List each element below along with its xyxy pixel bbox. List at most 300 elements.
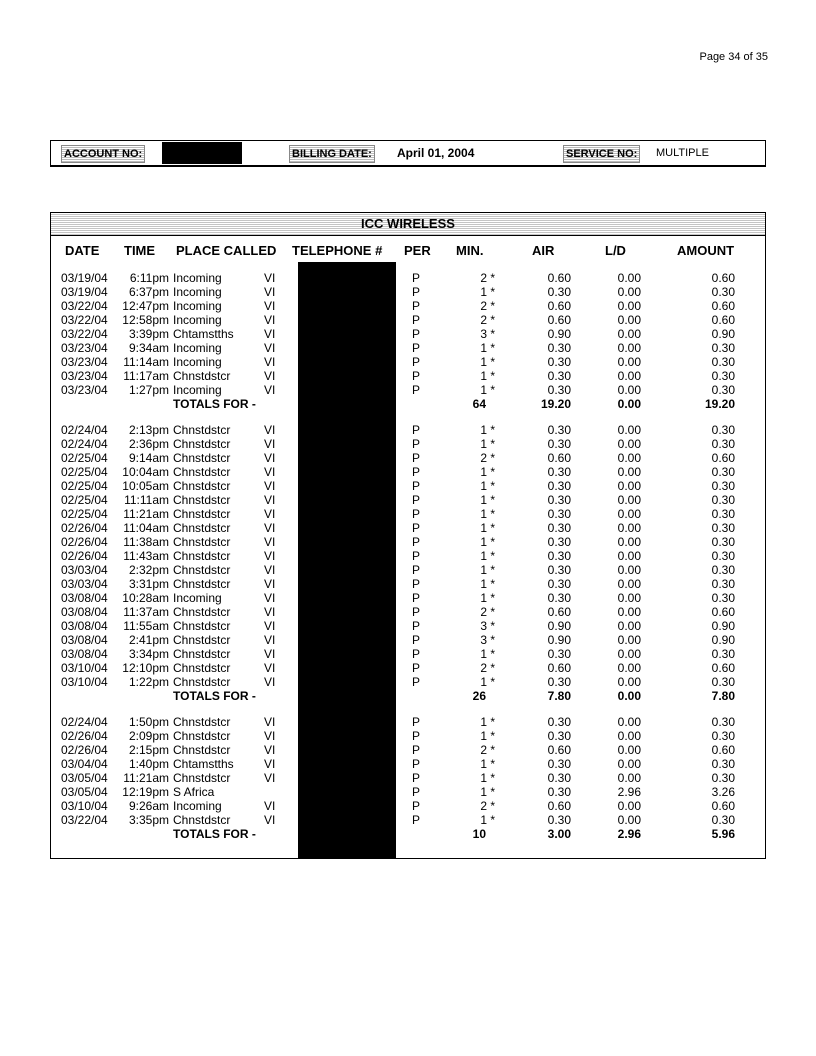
totals-ld: 2.96 xyxy=(617,827,641,841)
cell-air: 0.60 xyxy=(547,605,571,619)
cell-air: 0.60 xyxy=(547,271,571,285)
cell-per: P xyxy=(412,521,421,535)
cell-ld: 0.00 xyxy=(617,661,641,675)
cell-time: 11:38am xyxy=(123,535,169,549)
cell-amount: 0.30 xyxy=(711,729,735,743)
cell-place: Chnstdstcr xyxy=(173,813,231,827)
cell-time: 2:13pm xyxy=(128,423,169,437)
cell-amount: 0.30 xyxy=(711,465,735,479)
cell-state: VI xyxy=(264,633,276,647)
cell-air: 0.30 xyxy=(547,341,571,355)
col-header-time: TIME xyxy=(124,243,156,258)
cell-date: 02/25/04 xyxy=(61,507,108,521)
cell-date: 02/26/04 xyxy=(61,535,108,549)
cell-amount: 0.60 xyxy=(711,661,735,675)
cell-time: 9:34am xyxy=(128,341,169,355)
cell-time: 3:39pm xyxy=(128,327,169,341)
cell-place: Chnstdstcr xyxy=(173,423,231,437)
cell-air: 0.30 xyxy=(547,757,571,771)
cell-place: Incoming xyxy=(173,383,222,397)
cell-state: VI xyxy=(264,313,276,327)
cell-amount: 0.30 xyxy=(711,577,735,591)
cell-ld: 0.00 xyxy=(617,423,641,437)
cell-ld: 0.00 xyxy=(617,369,641,383)
cell-place: Chnstdstcr xyxy=(173,479,231,493)
cell-date: 03/19/04 xyxy=(61,271,108,285)
cell-state: VI xyxy=(264,465,276,479)
cell-per: P xyxy=(412,493,421,507)
cell-amount: 0.30 xyxy=(711,535,735,549)
cell-air: 0.30 xyxy=(547,369,571,383)
totals-min: 10 xyxy=(472,827,486,841)
cell-time: 12:47pm xyxy=(122,299,169,313)
cell-date: 03/08/04 xyxy=(61,605,108,619)
cell-ld: 0.00 xyxy=(617,799,641,813)
cell-time: 12:10pm xyxy=(122,661,169,675)
cell-per: P xyxy=(412,327,421,341)
call-row xyxy=(51,675,765,689)
cell-state: VI xyxy=(264,285,276,299)
cell-air: 0.30 xyxy=(547,383,571,397)
cell-place: Chnstdstcr xyxy=(173,437,231,451)
cell-air: 0.30 xyxy=(547,647,571,661)
cell-time: 12:19pm xyxy=(122,785,169,799)
cell-time: 3:34pm xyxy=(128,647,169,661)
cell-place: Chnstdstcr xyxy=(173,521,231,535)
cell-air: 0.30 xyxy=(547,771,571,785)
cell-time: 11:55am xyxy=(123,619,169,633)
call-row xyxy=(51,619,765,633)
col-header-ld: L/D xyxy=(605,243,626,258)
cell-amount: 0.90 xyxy=(711,633,735,647)
cell-min: 2 * xyxy=(480,799,495,813)
cell-air: 0.30 xyxy=(547,715,571,729)
cell-amount: 0.30 xyxy=(711,479,735,493)
cell-amount: 0.60 xyxy=(711,799,735,813)
call-row xyxy=(51,577,765,591)
cell-ld: 0.00 xyxy=(617,715,641,729)
call-row xyxy=(51,771,765,785)
cell-time: 2:41pm xyxy=(128,633,169,647)
totals-ld: 0.00 xyxy=(617,397,641,411)
cell-amount: 0.30 xyxy=(711,493,735,507)
cell-amount: 0.90 xyxy=(711,327,735,341)
cell-air: 0.30 xyxy=(547,729,571,743)
cell-min: 2 * xyxy=(480,313,495,327)
call-row xyxy=(51,341,765,355)
cell-date: 03/05/04 xyxy=(61,785,108,799)
call-row xyxy=(51,757,765,771)
cell-min: 1 * xyxy=(480,521,495,535)
cell-per: P xyxy=(412,271,421,285)
billing-date-label: BILLING DATE: xyxy=(289,145,375,163)
cell-air: 0.30 xyxy=(547,285,571,299)
cell-min: 1 * xyxy=(480,675,495,689)
cell-air: 0.30 xyxy=(547,591,571,605)
cell-time: 3:35pm xyxy=(128,813,169,827)
cell-ld: 0.00 xyxy=(617,451,641,465)
service-no-label: SERVICE NO: xyxy=(563,145,640,163)
cell-per: P xyxy=(412,383,421,397)
call-row xyxy=(51,507,765,521)
call-row xyxy=(51,299,765,313)
cell-ld: 0.00 xyxy=(617,437,641,451)
cell-date: 03/19/04 xyxy=(61,285,108,299)
cell-time: 1:22pm xyxy=(128,675,169,689)
cell-date: 02/25/04 xyxy=(61,451,108,465)
cell-min: 1 * xyxy=(480,757,495,771)
cell-per: P xyxy=(412,549,421,563)
cell-state: VI xyxy=(264,799,276,813)
cell-place: Incoming xyxy=(173,341,222,355)
cell-place: Chnstdstcr xyxy=(173,771,231,785)
cell-ld: 0.00 xyxy=(617,619,641,633)
call-row xyxy=(51,647,765,661)
cell-date: 03/10/04 xyxy=(61,799,108,813)
cell-min: 2 * xyxy=(480,271,495,285)
cell-place: Incoming xyxy=(173,799,222,813)
cell-air: 0.30 xyxy=(547,493,571,507)
cell-min: 1 * xyxy=(480,771,495,785)
cell-per: P xyxy=(412,647,421,661)
totals-amount: 19.20 xyxy=(704,397,735,411)
account-no-label: ACCOUNT NO: xyxy=(61,145,145,163)
totals-min: 64 xyxy=(472,397,486,411)
cell-min: 3 * xyxy=(480,633,495,647)
cell-time: 11:37am xyxy=(123,605,169,619)
cell-date: 02/26/04 xyxy=(61,743,108,757)
totals-min: 26 xyxy=(472,689,486,703)
totals-label: TOTALS FOR - xyxy=(173,827,256,841)
cell-min: 1 * xyxy=(480,341,495,355)
cell-per: P xyxy=(412,771,421,785)
col-header-per: PER xyxy=(404,243,431,258)
totals-row xyxy=(51,397,765,411)
cell-state: VI xyxy=(264,605,276,619)
cell-amount: 3.26 xyxy=(711,785,735,799)
cell-amount: 0.60 xyxy=(711,271,735,285)
cell-amount: 0.30 xyxy=(711,355,735,369)
cell-time: 1:27pm xyxy=(128,383,169,397)
cell-time: 2:36pm xyxy=(128,437,169,451)
section-title: ICC WIRELESS xyxy=(51,213,765,236)
cell-min: 1 * xyxy=(480,369,495,383)
cell-min: 1 * xyxy=(480,549,495,563)
cell-place: Chnstdstcr xyxy=(173,451,231,465)
call-row xyxy=(51,423,765,437)
cell-time: 2:09pm xyxy=(128,729,169,743)
cell-date: 02/25/04 xyxy=(61,479,108,493)
cell-per: P xyxy=(412,619,421,633)
cell-amount: 0.30 xyxy=(711,591,735,605)
cell-time: 2:15pm xyxy=(128,743,169,757)
totals-air: 3.00 xyxy=(547,827,571,841)
cell-state: VI xyxy=(264,369,276,383)
cell-air: 0.60 xyxy=(547,451,571,465)
cell-ld: 0.00 xyxy=(617,355,641,369)
cell-state: VI xyxy=(264,479,276,493)
cell-ld: 0.00 xyxy=(617,563,641,577)
totals-label: TOTALS FOR - xyxy=(173,397,256,411)
totals-air: 7.80 xyxy=(547,689,571,703)
cell-per: P xyxy=(412,465,421,479)
cell-place: Chnstdstcr xyxy=(173,661,231,675)
cell-amount: 0.30 xyxy=(711,549,735,563)
cell-min: 1 * xyxy=(480,383,495,397)
cell-ld: 0.00 xyxy=(617,271,641,285)
cell-time: 11:14am xyxy=(123,355,169,369)
cell-date: 03/08/04 xyxy=(61,647,108,661)
cell-place: Chnstdstcr xyxy=(173,369,231,383)
cell-time: 11:21am xyxy=(123,507,169,521)
totals-amount: 5.96 xyxy=(711,827,735,841)
cell-min: 3 * xyxy=(480,619,495,633)
cell-air: 0.90 xyxy=(547,633,571,647)
cell-date: 02/24/04 xyxy=(61,423,108,437)
cell-time: 11:04am xyxy=(123,521,169,535)
cell-min: 1 * xyxy=(480,715,495,729)
cell-ld: 0.00 xyxy=(617,383,641,397)
col-header-place: PLACE CALLED xyxy=(176,243,277,258)
cell-amount: 0.30 xyxy=(711,285,735,299)
cell-state: VI xyxy=(264,493,276,507)
cell-per: P xyxy=(412,591,421,605)
cell-place: Chnstdstcr xyxy=(173,535,231,549)
cell-min: 2 * xyxy=(480,299,495,313)
cell-state: VI xyxy=(264,299,276,313)
call-row xyxy=(51,549,765,563)
cell-state: VI xyxy=(264,521,276,535)
cell-ld: 0.00 xyxy=(617,535,641,549)
cell-per: P xyxy=(412,451,421,465)
call-row xyxy=(51,479,765,493)
cell-time: 9:26am xyxy=(128,799,169,813)
cell-min: 2 * xyxy=(480,743,495,757)
cell-min: 1 * xyxy=(480,813,495,827)
cell-place: Chnstdstcr xyxy=(173,549,231,563)
call-row xyxy=(51,327,765,341)
call-row xyxy=(51,813,765,827)
cell-time: 11:17am xyxy=(123,369,169,383)
cell-min: 2 * xyxy=(480,451,495,465)
cell-date: 03/23/04 xyxy=(61,383,108,397)
call-row xyxy=(51,743,765,757)
cell-state: VI xyxy=(264,771,276,785)
cell-state: VI xyxy=(264,341,276,355)
cell-date: 03/22/04 xyxy=(61,813,108,827)
cell-min: 1 * xyxy=(480,577,495,591)
cell-air: 0.30 xyxy=(547,423,571,437)
cell-time: 11:11am xyxy=(124,493,169,507)
col-header-amount: AMOUNT xyxy=(677,243,735,258)
cell-ld: 0.00 xyxy=(617,729,641,743)
cell-time: 12:58pm xyxy=(122,313,169,327)
cell-date: 03/10/04 xyxy=(61,675,108,689)
cell-min: 1 * xyxy=(480,423,495,437)
cell-place: Chnstdstcr xyxy=(173,743,231,757)
cell-place: Incoming xyxy=(173,285,222,299)
cell-air: 0.30 xyxy=(547,785,571,799)
cell-time: 10:05am xyxy=(122,479,169,493)
call-row xyxy=(51,715,765,729)
cell-air: 0.90 xyxy=(547,619,571,633)
cell-time: 9:14am xyxy=(128,451,169,465)
cell-air: 0.60 xyxy=(547,313,571,327)
cell-date: 02/24/04 xyxy=(61,437,108,451)
cell-per: P xyxy=(412,285,421,299)
cell-state: VI xyxy=(264,577,276,591)
cell-ld: 0.00 xyxy=(617,479,641,493)
cell-place: S Africa xyxy=(173,785,215,799)
cell-per: P xyxy=(412,675,421,689)
cell-place: Chnstdstcr xyxy=(173,647,231,661)
cell-air: 0.30 xyxy=(547,521,571,535)
cell-air: 0.60 xyxy=(547,799,571,813)
cell-place: Incoming xyxy=(173,299,222,313)
cell-air: 0.30 xyxy=(547,535,571,549)
cell-state: VI xyxy=(264,743,276,757)
cell-date: 02/25/04 xyxy=(61,465,108,479)
cell-state: VI xyxy=(264,535,276,549)
cell-ld: 0.00 xyxy=(617,327,641,341)
cell-state: VI xyxy=(264,591,276,605)
cell-amount: 0.30 xyxy=(711,369,735,383)
cell-min: 1 * xyxy=(480,785,495,799)
cell-ld: 0.00 xyxy=(617,633,641,647)
cell-air: 0.30 xyxy=(547,577,571,591)
cell-per: P xyxy=(412,743,421,757)
cell-time: 2:32pm xyxy=(128,563,169,577)
cell-place: Incoming xyxy=(173,355,222,369)
cell-date: 02/24/04 xyxy=(61,715,108,729)
cell-ld: 0.00 xyxy=(617,591,641,605)
cell-amount: 0.90 xyxy=(711,619,735,633)
call-row xyxy=(51,369,765,383)
cell-time: 11:43am xyxy=(123,549,169,563)
cell-date: 02/26/04 xyxy=(61,729,108,743)
cell-amount: 0.30 xyxy=(711,715,735,729)
billing-date-value: April 01, 2004 xyxy=(397,146,475,160)
cell-date: 03/08/04 xyxy=(61,633,108,647)
cell-place: Chnstdstcr xyxy=(173,493,231,507)
cell-place: Chnstdstcr xyxy=(173,605,231,619)
account-no-redaction xyxy=(162,142,242,164)
cell-air: 0.60 xyxy=(547,661,571,675)
cell-time: 6:37pm xyxy=(128,285,169,299)
cell-date: 03/03/04 xyxy=(61,563,108,577)
cell-place: Chtamstths xyxy=(173,327,234,341)
cell-amount: 0.60 xyxy=(711,743,735,757)
cell-air: 0.30 xyxy=(547,675,571,689)
cell-air: 0.30 xyxy=(547,465,571,479)
cell-state: VI xyxy=(264,729,276,743)
cell-date: 02/26/04 xyxy=(61,521,108,535)
cell-state: VI xyxy=(264,423,276,437)
cell-air: 0.60 xyxy=(547,743,571,757)
cell-per: P xyxy=(412,757,421,771)
totals-row xyxy=(51,689,765,703)
cell-per: P xyxy=(412,715,421,729)
cell-per: P xyxy=(412,563,421,577)
cell-ld: 0.00 xyxy=(617,341,641,355)
call-row xyxy=(51,661,765,675)
col-header-min: MIN. xyxy=(456,243,484,258)
cell-state: VI xyxy=(264,563,276,577)
cell-air: 0.30 xyxy=(547,355,571,369)
cell-date: 03/05/04 xyxy=(61,771,108,785)
page-number: Page 34 of 35 xyxy=(699,51,768,63)
cell-per: P xyxy=(412,479,421,493)
cell-amount: 0.30 xyxy=(711,675,735,689)
call-row xyxy=(51,521,765,535)
call-row xyxy=(51,465,765,479)
call-row xyxy=(51,271,765,285)
cell-time: 1:40pm xyxy=(128,757,169,771)
call-row xyxy=(51,563,765,577)
totals-label: TOTALS FOR - xyxy=(173,689,256,703)
cell-min: 1 * xyxy=(480,591,495,605)
cell-per: P xyxy=(412,605,421,619)
cell-per: P xyxy=(412,799,421,813)
cell-per: P xyxy=(412,369,421,383)
cell-ld: 0.00 xyxy=(617,743,641,757)
col-header-telephone: TELEPHONE # xyxy=(292,243,383,258)
cell-min: 1 * xyxy=(480,465,495,479)
col-header-air: AIR xyxy=(532,243,555,258)
cell-date: 03/22/04 xyxy=(61,313,108,327)
cell-date: 02/26/04 xyxy=(61,549,108,563)
cell-place: Chnstdstcr xyxy=(173,563,231,577)
cell-date: 03/22/04 xyxy=(61,327,108,341)
cell-per: P xyxy=(412,507,421,521)
cell-ld: 0.00 xyxy=(617,577,641,591)
cell-air: 0.30 xyxy=(547,507,571,521)
cell-min: 2 * xyxy=(480,661,495,675)
cell-ld: 0.00 xyxy=(617,647,641,661)
col-header-date: DATE xyxy=(65,243,100,258)
call-row xyxy=(51,383,765,397)
cell-air: 0.30 xyxy=(547,813,571,827)
cell-amount: 0.30 xyxy=(711,563,735,577)
cell-place: Chnstdstcr xyxy=(173,675,231,689)
cell-min: 1 * xyxy=(480,479,495,493)
cell-ld: 0.00 xyxy=(617,813,641,827)
cell-amount: 0.60 xyxy=(711,299,735,313)
cell-air: 0.30 xyxy=(547,549,571,563)
totals-air: 19.20 xyxy=(540,397,571,411)
cell-ld: 0.00 xyxy=(617,521,641,535)
cell-min: 1 * xyxy=(480,729,495,743)
call-row xyxy=(51,535,765,549)
cell-amount: 0.30 xyxy=(711,437,735,451)
cell-state: VI xyxy=(264,355,276,369)
cell-air: 0.30 xyxy=(547,437,571,451)
cell-state: VI xyxy=(264,549,276,563)
call-row xyxy=(51,633,765,647)
service-no-value: MULTIPLE xyxy=(656,147,709,159)
cell-date: 03/08/04 xyxy=(61,591,108,605)
cell-per: P xyxy=(412,355,421,369)
cell-amount: 0.30 xyxy=(711,341,735,355)
cell-date: 03/22/04 xyxy=(61,299,108,313)
cell-time: 6:11pm xyxy=(129,271,169,285)
cell-place: Incoming xyxy=(173,313,222,327)
cell-amount: 0.60 xyxy=(711,605,735,619)
cell-ld: 0.00 xyxy=(617,549,641,563)
cell-date: 03/08/04 xyxy=(61,619,108,633)
cell-ld: 0.00 xyxy=(617,299,641,313)
cell-min: 1 * xyxy=(480,285,495,299)
